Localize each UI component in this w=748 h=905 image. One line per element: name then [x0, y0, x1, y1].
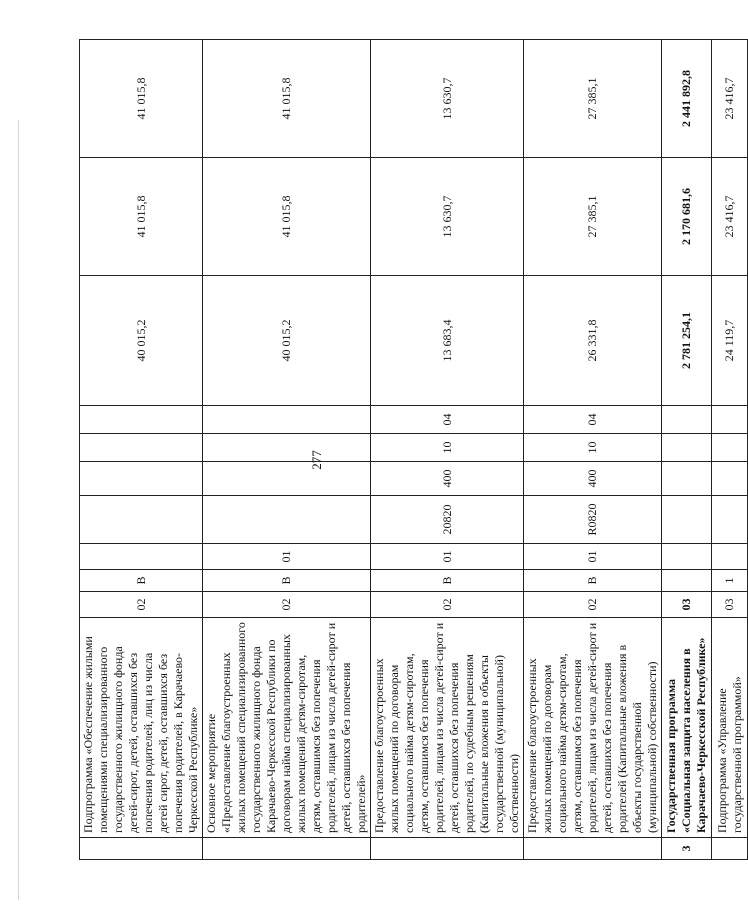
amount-cell: 26 331,8	[524, 276, 662, 406]
code-cell: 02	[80, 592, 203, 618]
program-name-cell: Подпрограмма «Обеспечение жилыми помещениями специализированного государственного жилищного фонда детей-сирот, детей, оставшихся без попечения родителей, лиц из числа детей сирот, детей, оставшихся без попечения родителей, в Карачаево-Черкесской Республике»	[80, 618, 203, 838]
amount-cell: 2 170 681,6	[662, 158, 712, 276]
code-cell: 03	[662, 592, 712, 618]
code-cell	[712, 434, 748, 462]
page-number: 277	[309, 450, 324, 470]
table-row	[203, 40, 371, 860]
row-number-cell	[524, 838, 662, 860]
amount-cell: 40 015,2	[80, 276, 203, 406]
program-name-cell: Предоставление благоустроенных жилых помещений по договорам социального найма детям-сиротам, детям, оставшимся без попечения родителей, лицам из числа детей-сирот и детей, оставшихся без попечения родителей (Капитальные вложения в объекты государственной (муниципальной) собственности)	[524, 618, 662, 838]
amount-cell: 13 683,4	[371, 276, 524, 406]
table-row	[371, 40, 524, 860]
code-cell: 04	[371, 406, 524, 434]
code-cell	[662, 496, 712, 544]
code-cell	[712, 462, 748, 496]
code-cell: 03	[712, 592, 748, 618]
code-cell	[662, 434, 712, 462]
amount-cell: 40 015,2	[203, 276, 371, 406]
code-cell	[203, 406, 371, 434]
code-cell: В	[371, 570, 524, 592]
rotated-page-content	[79, 40, 744, 860]
code-cell: 02	[371, 592, 524, 618]
code-cell: 01	[371, 544, 524, 570]
row-number-cell	[371, 838, 524, 860]
table-row	[712, 40, 748, 860]
row-number-cell	[80, 838, 203, 860]
amount-cell: 13 630,7	[371, 40, 524, 158]
table-row	[662, 40, 712, 860]
code-cell: 01	[203, 544, 371, 570]
code-cell: 02	[203, 592, 371, 618]
amount-cell: 23 416,7	[712, 40, 748, 158]
amount-cell: 41 015,8	[203, 40, 371, 158]
code-cell	[80, 496, 203, 544]
code-cell: В	[524, 570, 662, 592]
code-cell: В	[80, 570, 203, 592]
scan-edge-line	[18, 120, 19, 900]
code-cell	[712, 406, 748, 434]
code-cell	[203, 462, 371, 496]
code-cell	[712, 544, 748, 570]
program-name-cell: Подпрограмма «Управление государственной программой»	[712, 618, 748, 838]
amount-cell: 41 015,8	[203, 158, 371, 276]
code-cell: 02	[524, 592, 662, 618]
row-number-cell: 3	[662, 838, 712, 860]
code-cell	[712, 496, 748, 544]
program-name-cell: Предоставление благоустроенных жилых помещений по договорам социального найма детям-сиротам, детям, оставшимся без попечения родителей, лицам из числа детей-сирот и детей, оставшихся без попечения родителей, по судебным решениям (Капитальные вложения в объекты государственной (муниципальной) собственности)	[371, 618, 524, 838]
code-cell: 10	[524, 434, 662, 462]
code-cell	[80, 544, 203, 570]
row-number-cell	[712, 838, 748, 860]
program-name-cell: Основное мероприятие «Предоставление благоустроенных жилых помещений специализированного государственного жилищного фонда Карачаево-Черкесской Республики по договорам найма специализированных жилых помещений детям-сиротам, детям, оставшимся без попечения родителей, лицам из числа детей-сирот и детей, оставшихся без попечения родителей»	[203, 618, 371, 838]
code-cell	[662, 406, 712, 434]
code-cell: 01	[524, 544, 662, 570]
amount-cell: 41 015,8	[80, 158, 203, 276]
code-cell: 10	[371, 434, 524, 462]
amount-cell: 41 015,8	[80, 40, 203, 158]
program-name-cell: Государственная программа «Социальная защита населения в Карачаево-Черкесской Республике»	[662, 618, 712, 838]
code-cell: В	[203, 570, 371, 592]
code-cell	[80, 434, 203, 462]
code-cell	[80, 462, 203, 496]
code-cell	[203, 496, 371, 544]
amount-cell: 2 781 254,1	[662, 276, 712, 406]
code-cell	[662, 462, 712, 496]
row-number-cell	[203, 838, 371, 860]
amount-cell: 23 416,7	[712, 158, 748, 276]
amount-cell: 13 630,7	[371, 158, 524, 276]
amount-cell: 27 385,1	[524, 158, 662, 276]
code-cell: 04	[524, 406, 662, 434]
budget-table	[79, 39, 748, 860]
table-row	[80, 40, 203, 860]
amount-cell: 27 385,1	[524, 40, 662, 158]
code-cell: R0820	[524, 496, 662, 544]
code-cell: 1	[712, 570, 748, 592]
code-cell	[80, 406, 203, 434]
code-cell: 400	[371, 462, 524, 496]
table-row	[524, 40, 662, 860]
code-cell: 400	[524, 462, 662, 496]
code-cell	[662, 570, 712, 592]
code-cell	[203, 434, 371, 462]
code-cell: 20820	[371, 496, 524, 544]
amount-cell: 24 119,7	[712, 276, 748, 406]
code-cell	[662, 544, 712, 570]
amount-cell: 2 441 892,8	[662, 40, 712, 158]
